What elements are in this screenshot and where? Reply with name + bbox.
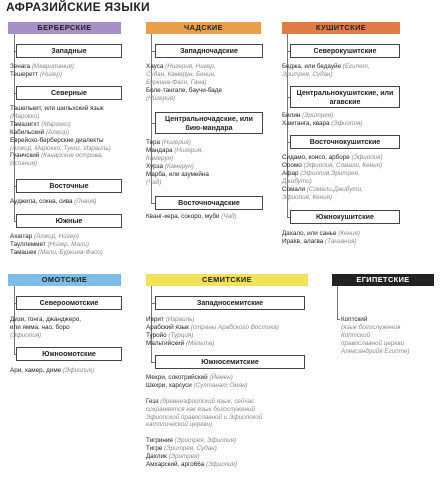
page-title: АФРАЗИЙСКИЕ ЯЗЫКИ [6,0,150,14]
lang-location: Эфиопской православной и Эфиопской [146,413,263,421]
lang-name: Гуанчский [10,152,40,160]
subgroup-box: Восточные [16,179,122,193]
lang-location: (Эфиопия) [61,367,95,374]
lang-name: Хурза [146,162,163,170]
lang-line [10,324,81,332]
lang-line [282,178,383,186]
lang-name: Дизи, гонга, джанджеро, [10,316,81,323]
lang-name: Еврейско-берберские диалекты [10,136,104,144]
lang-location: католической церкви) [146,421,213,429]
lang-line [146,179,209,187]
berber-lang-block [10,63,74,79]
lang-line [10,71,74,79]
family-header-berber: БЕРБЕРСКИЕ [8,22,121,34]
lang-location: (Чад) [146,178,162,186]
lang-name: Кванг-кера, сокоро, муби [146,213,220,220]
lang-name: Тамашек [10,248,37,256]
lang-location: (Нигер) [38,70,63,78]
lang-line [10,105,111,113]
lang-line [10,152,111,160]
subgroup-box: Центральночадские, или бию-мандара [155,112,263,134]
lang-name: Иврит [146,316,164,323]
lang-location: (Сомали,Джибути, [305,185,363,193]
lang-line [146,390,262,398]
lang-line [146,171,209,179]
lang-location: (Эфиопия, Сомали, Кения) [301,161,383,169]
egyptian-lang-block [341,316,410,356]
lang-name: Зенага [10,63,30,70]
subgroup-box: Южные [16,214,122,228]
lang-line [146,461,262,469]
family-header-chad: ЧАДСКИЕ [146,22,261,34]
lang-name: Болe-тангале, баучи-баде [146,86,222,94]
lang-line [146,340,279,348]
lang-line [10,249,103,257]
lang-line [341,340,410,348]
lang-line [146,147,209,155]
chad-lang-block [146,63,222,103]
lang-name: Мальтийский [146,339,185,347]
lang-location: (Египет, [341,63,370,70]
cushitic-lang-block [282,154,383,201]
lang-line [146,95,222,103]
family-header-omotic: ОМОТСКИЕ [8,274,121,286]
lang-line [146,382,262,390]
lang-name: Шехри, харсуси [146,381,192,389]
cushitic-lang-block [282,112,362,128]
subgroup-box: Западночадские [155,44,263,58]
lang-location: (Эфиопия) [10,331,42,339]
lang-location: (Ливия) [72,198,97,205]
omotic-lang-block [10,316,81,340]
lang-name: Билин [282,112,301,119]
lang-location: (Эритрея) [300,112,334,119]
lang-name: Дахало, или санье [282,230,337,237]
lang-location: Камерун) [146,154,174,162]
lang-location: Испания) [10,160,38,168]
lang-location: (Нигерия) [160,139,191,146]
subgroup-box: Западносемитские [155,296,305,310]
lang-name: Мехри, сокотрийский [146,374,208,381]
semitic-lang-block [146,316,279,348]
lang-line [282,238,360,246]
lang-location: (Йемен) [207,374,233,381]
lang-location: (Турция) [166,331,194,339]
lang-location: Александрийя Египте) [341,347,410,355]
lang-location: (Алжир, Нигер) [32,233,79,240]
lang-location: (Мали, Буркина-Фасо) [36,248,103,256]
lang-location: (Мальта) [184,339,215,347]
lang-location: (Чад) [219,213,237,220]
lang-line [146,155,209,163]
lang-name: Тешеретт [10,70,39,78]
lang-location: (Танзания) [323,237,357,245]
lang-name: Тера [146,139,160,146]
lang-location: Буркина-Фасо, Гана) [146,78,207,86]
connector-line [337,286,338,319]
lang-name: Беджа, или бедауйе [282,63,342,70]
lang-location: Эритрея, Судан) [282,70,333,78]
lang-location: (язык богослужения [341,323,401,331]
lang-line [10,113,111,121]
lang-name: Арабский язык [146,323,190,331]
subgroup-box: Южнокушитские [290,210,400,224]
lang-location: (страны Арабского Востока) [189,323,279,331]
lang-location: (Эфиопия) [329,119,363,127]
lang-name: Коптский [341,316,368,323]
berber-lang-block [10,105,111,168]
lang-location: (Эфиопия) [349,154,383,161]
lang-line [10,316,81,324]
lang-location: (Эритрея, Судан) [162,445,217,453]
lang-line [146,437,262,445]
lang-name: Ахаггар [10,233,33,240]
lang-line [146,213,237,221]
cushitic-lang-block [282,63,370,79]
lang-line [282,154,383,162]
lang-location: (Алжир) [44,128,70,136]
lang-line [282,63,370,71]
cushitic-lang-block [282,230,360,246]
berber-lang-block [10,198,96,206]
subgroup-box: Североомотские [16,296,122,310]
lang-name: Тигриния [146,437,173,445]
lang-line [146,445,262,453]
lang-location: (Мавритания) [29,63,75,70]
lang-location: (Марокко) [10,112,40,120]
lang-line [341,324,410,332]
lang-line [282,162,383,170]
omotic-lang-block [10,367,94,375]
family-header-egyptian: ЕГИПЕТСКИЕ [332,274,434,286]
lang-name: Тамазигхт [10,120,40,128]
lang-name: Геэз [146,397,159,405]
family-header-cushitic: КУШИТСКИЕ [282,22,400,34]
lang-line [10,241,103,249]
lang-name: Хамтанга, квара [282,119,330,127]
lang-line [341,316,410,324]
subgroup-box: Северокушитские [290,44,400,58]
lang-line [146,63,222,71]
lang-name: Кабильский [10,128,45,136]
lang-line [146,139,209,147]
lang-name: Тигре [146,445,163,453]
lang-name: или ямма, нао, боро [10,323,70,331]
lang-line [146,71,222,79]
lang-location: (Эритрея, Эфиопия) [172,437,237,445]
lang-line [282,120,362,128]
lang-name: Сидамо, консо, арборе [282,154,350,161]
lang-line [146,163,209,171]
lang-location: (Эфиопия) [204,460,238,468]
lang-location: (Эфиопия,Эритрея, [298,169,360,177]
lang-name: Ираkв, алагва [282,237,324,245]
chad-lang-block [146,213,237,221]
lang-location: сохраняется как язык богослужений [146,405,255,413]
lang-location: (Алжир, Марокко, Тунис, Израиль) [10,144,111,152]
lang-line [282,112,362,120]
lang-line [146,421,262,429]
lang-location: (Нигерия, [172,146,204,154]
lang-line [282,71,370,79]
lang-line [146,87,222,95]
lang-location: (Камерун) [162,162,194,170]
lang-line [146,324,279,332]
berber-lang-block [10,233,103,257]
lang-location: (Нигерия, Нигер, [163,63,216,70]
lang-line [146,316,279,324]
lang-line [146,79,222,87]
lang-line [10,233,103,241]
lang-line [146,406,262,414]
lang-line [10,160,111,168]
connector-line [337,319,340,320]
lang-line [282,170,383,178]
family-header-semitic: СЕМИТСКИЕ [146,274,308,286]
lang-location: (Марокко) [39,120,71,128]
semitic-lang-block [146,374,262,469]
lang-line [146,453,262,461]
lang-location: Коптской [341,331,370,339]
lang-line [10,332,81,340]
subgroup-box: Восточночадские [155,196,263,210]
lang-location: (Нигер, Мали) [45,240,90,248]
subgroup-box: Южносемитские [155,355,305,369]
lang-name: Марба, или азумейна [146,170,209,178]
lang-location: Судан, Камерун, Бенин, [146,70,216,78]
subgroup-box: Южноомотские [16,347,122,361]
lang-line [10,367,94,375]
lang-name: Ташелькит, или шильхский язык [10,105,104,112]
lang-location: (Султанат Оман) [191,381,248,389]
lang-location: Эфиопия, Кения) [282,193,333,201]
lang-line [146,374,262,382]
lang-line [341,348,410,356]
chad-lang-block [146,139,209,186]
lang-location: (Нигерия) [146,94,176,102]
subgroup-box: Северные [16,86,122,100]
lang-line [10,121,111,129]
subgroup-box: Центральнокушитские, или агавские [290,86,400,108]
lang-location: (древнеэфиопский язык, сейчас [158,397,255,405]
lang-location: (Эритрея) [166,453,200,461]
lang-line [10,137,111,145]
lang-line [146,429,262,437]
lang-name: Оромо [282,161,302,169]
lang-line [282,186,383,194]
lang-name: Дахлик [146,453,167,461]
lang-name: Афар [282,169,299,177]
lang-location: (Кения) [336,230,360,237]
subgroup-box: Восточнокушитские [290,135,400,149]
lang-name: Туройо [146,331,167,339]
lang-location: (Канарские острова, [39,152,103,160]
lang-line [341,332,410,340]
lang-name: Мандара [146,146,173,154]
lang-line [282,194,383,202]
lang-location: Джибути) [282,177,312,185]
lang-name: Тауллеммет [10,240,46,248]
lang-name: Хауса [146,63,164,70]
lang-line [146,332,279,340]
lang-location: православной церкви [341,339,405,347]
lang-name: Сомали [282,185,306,193]
lang-name: Ауджила, сокна, сива [10,198,73,205]
lang-location: (Израиль) [163,316,195,323]
subgroup-box: Западные [16,44,122,58]
lang-line [10,198,96,206]
lang-name: Ари, хамер, диме [10,367,62,374]
lang-line [10,129,111,137]
lang-line [10,63,74,71]
lang-name: Амхарский, арго66а [146,460,205,468]
lang-line [282,230,360,238]
lang-line [146,398,262,406]
